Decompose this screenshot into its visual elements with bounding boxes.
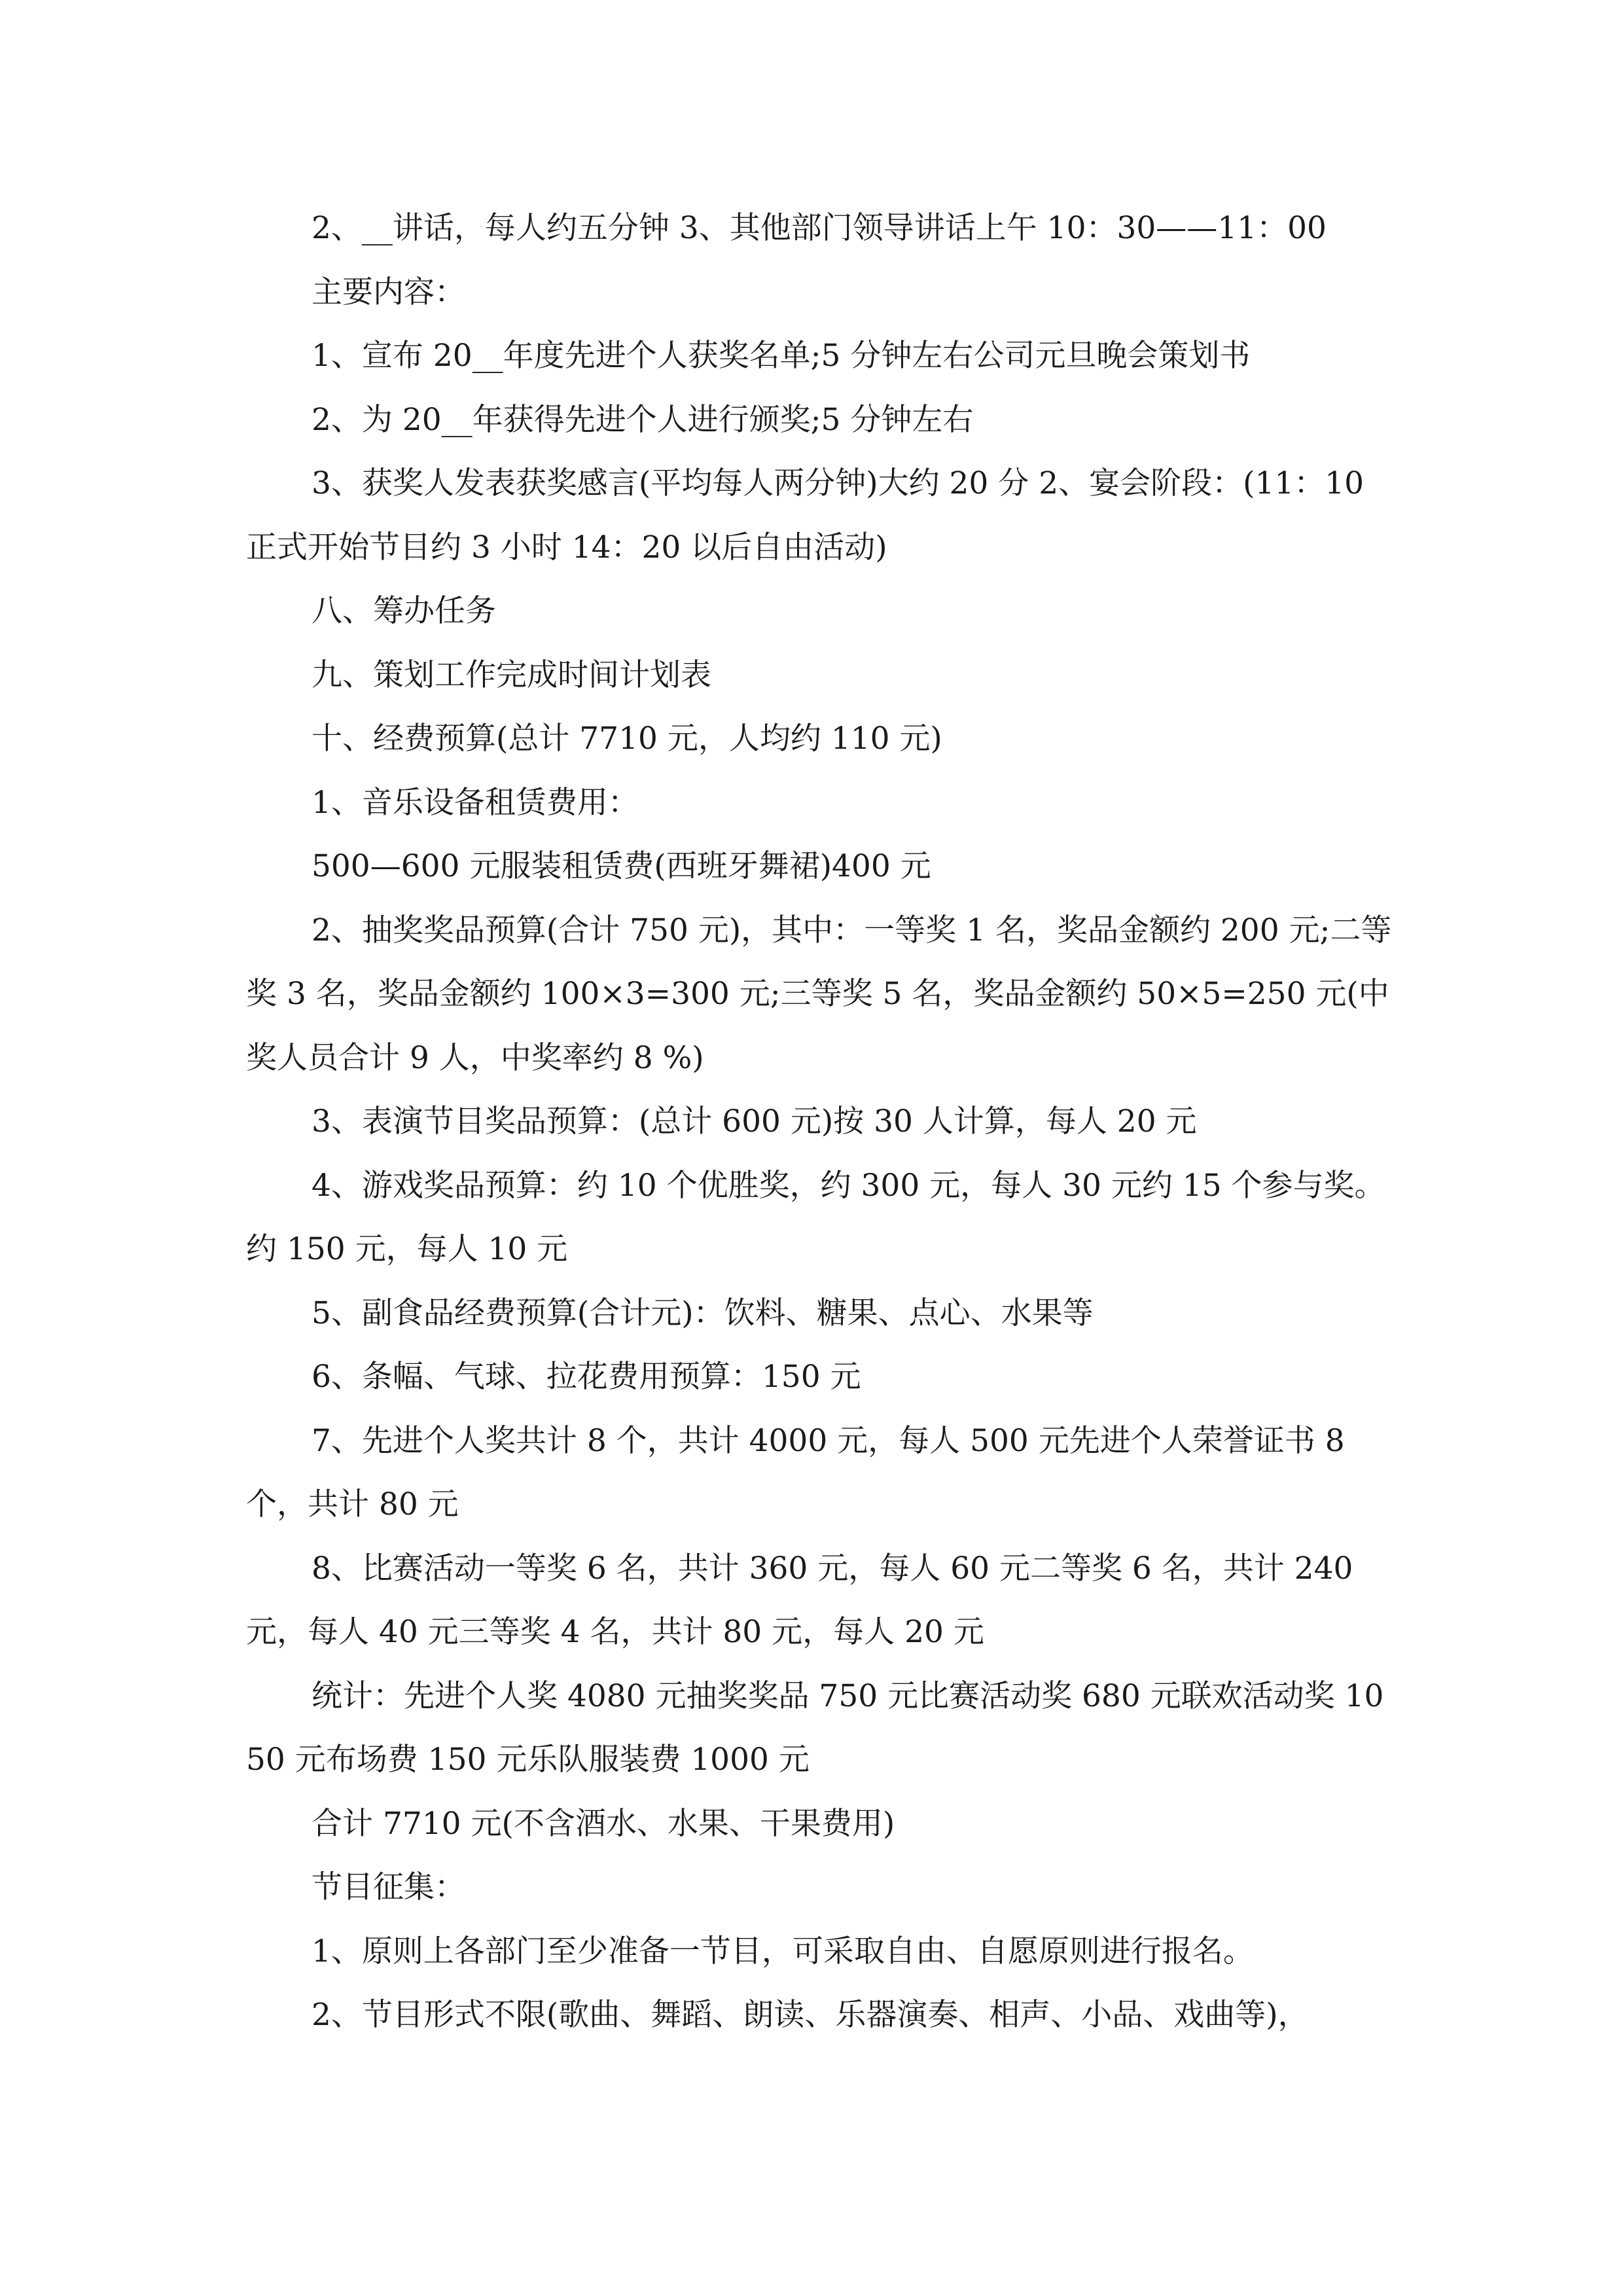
paragraph-performance-prizes: 3、表演节目奖品预算：(总计 600 元)按 30 人计算，每人 20 元 — [312, 1103, 1197, 1139]
paragraph-announce-winners: 1、宣布 20__年度先进个人获奖名单;5 分钟左右公司元旦晚会策划书 — [312, 338, 1251, 374]
paragraph-competition-awards: 8、比赛活动一等奖 6 名，共计 360 元，每人 60 元二等奖 6 名，共计 240 元，每人 40 元三等奖 4 名，共计 80 元，每人 20 元 — [246, 1550, 1353, 1650]
paragraph-acceptance-speech: 3、获奖人发表获奖感言(平均每人两分钟)大约 20 分 2、宴会阶段：(11：10 正式开始节目约 3 小时 14：20 以后自由活动) — [246, 465, 1364, 565]
paragraph-game-prizes: 4、游戏奖品预算：约 10 个优胜奖，约 300 元，每人 30 元约 15 个参与奖。约 150 元，每人 10 元 — [246, 1167, 1385, 1267]
document-body — [246, 196, 1398, 2047]
paragraph-section-eight: 八、筹办任务 — [312, 593, 496, 629]
paragraph-decoration-budget: 6、条幅、气球、拉花费用预算：150 元 — [312, 1359, 861, 1395]
paragraph-main-content-heading: 主要内容： — [312, 274, 465, 310]
paragraph-music-equipment: 1、音乐设备租赁费用： — [312, 784, 639, 821]
paragraph-program-forms: 2、节目形式不限(歌曲、舞蹈、朗读、乐器演奏、相声、小品、戏曲等)， — [312, 1997, 1309, 2033]
paragraph-speech-schedule: 2、__讲话，每人约五分钟 3、其他部门领导讲话上午 10：30——11：00 — [312, 210, 1327, 246]
paragraph-program-collection: 节目征集： — [312, 1869, 465, 1905]
paragraph-individual-awards: 7、先进个人奖共计 8 个，共计 4000 元，每人 500 元先进个人荣誉证书 8 个，共计 80 元 — [246, 1422, 1345, 1522]
paragraph-section-nine: 九、策划工作完成时间计划表 — [312, 656, 711, 693]
paragraph-statistics: 统计：先进个人奖 4080 元抽奖奖品 750 元比赛活动奖 680 元联欢活动奖 1050 元布场费 150 元乐队服装费 1000 元 — [246, 1677, 1384, 1778]
paragraph-section-ten-budget: 十、经费预算(总计 7710 元，人均约 110 元) — [312, 721, 942, 757]
paragraph-department-program: 1、原则上各部门至少准备一节目，可采取自由、自愿原则进行报名。 — [312, 1933, 1254, 1969]
paragraph-costume-rental: 500—600 元服装租赁费(西班牙舞裙)400 元 — [312, 848, 931, 884]
paragraph-award-ceremony: 2、为 20__年获得先进个人进行颁奖;5 分钟左右 — [312, 401, 974, 438]
paragraph-lottery-prizes: 2、抽奖奖品预算(合计 750 元)，其中：一等奖 1 名，奖品金额约 200 元;二等奖 3 名，奖品金额约 100×3=300 元;三等奖 5 名，奖品金额约 50×5=250 元(中奖人员合计 9 人，中奖率约 8 %) — [246, 912, 1392, 1076]
paragraph-total: 合计 7710 元(不含酒水、水果、干果费用) — [312, 1805, 895, 1842]
paragraph-food-budget: 5、副食品经费预算(合计元)：饮料、糖果、点心、水果等 — [312, 1295, 1094, 1331]
